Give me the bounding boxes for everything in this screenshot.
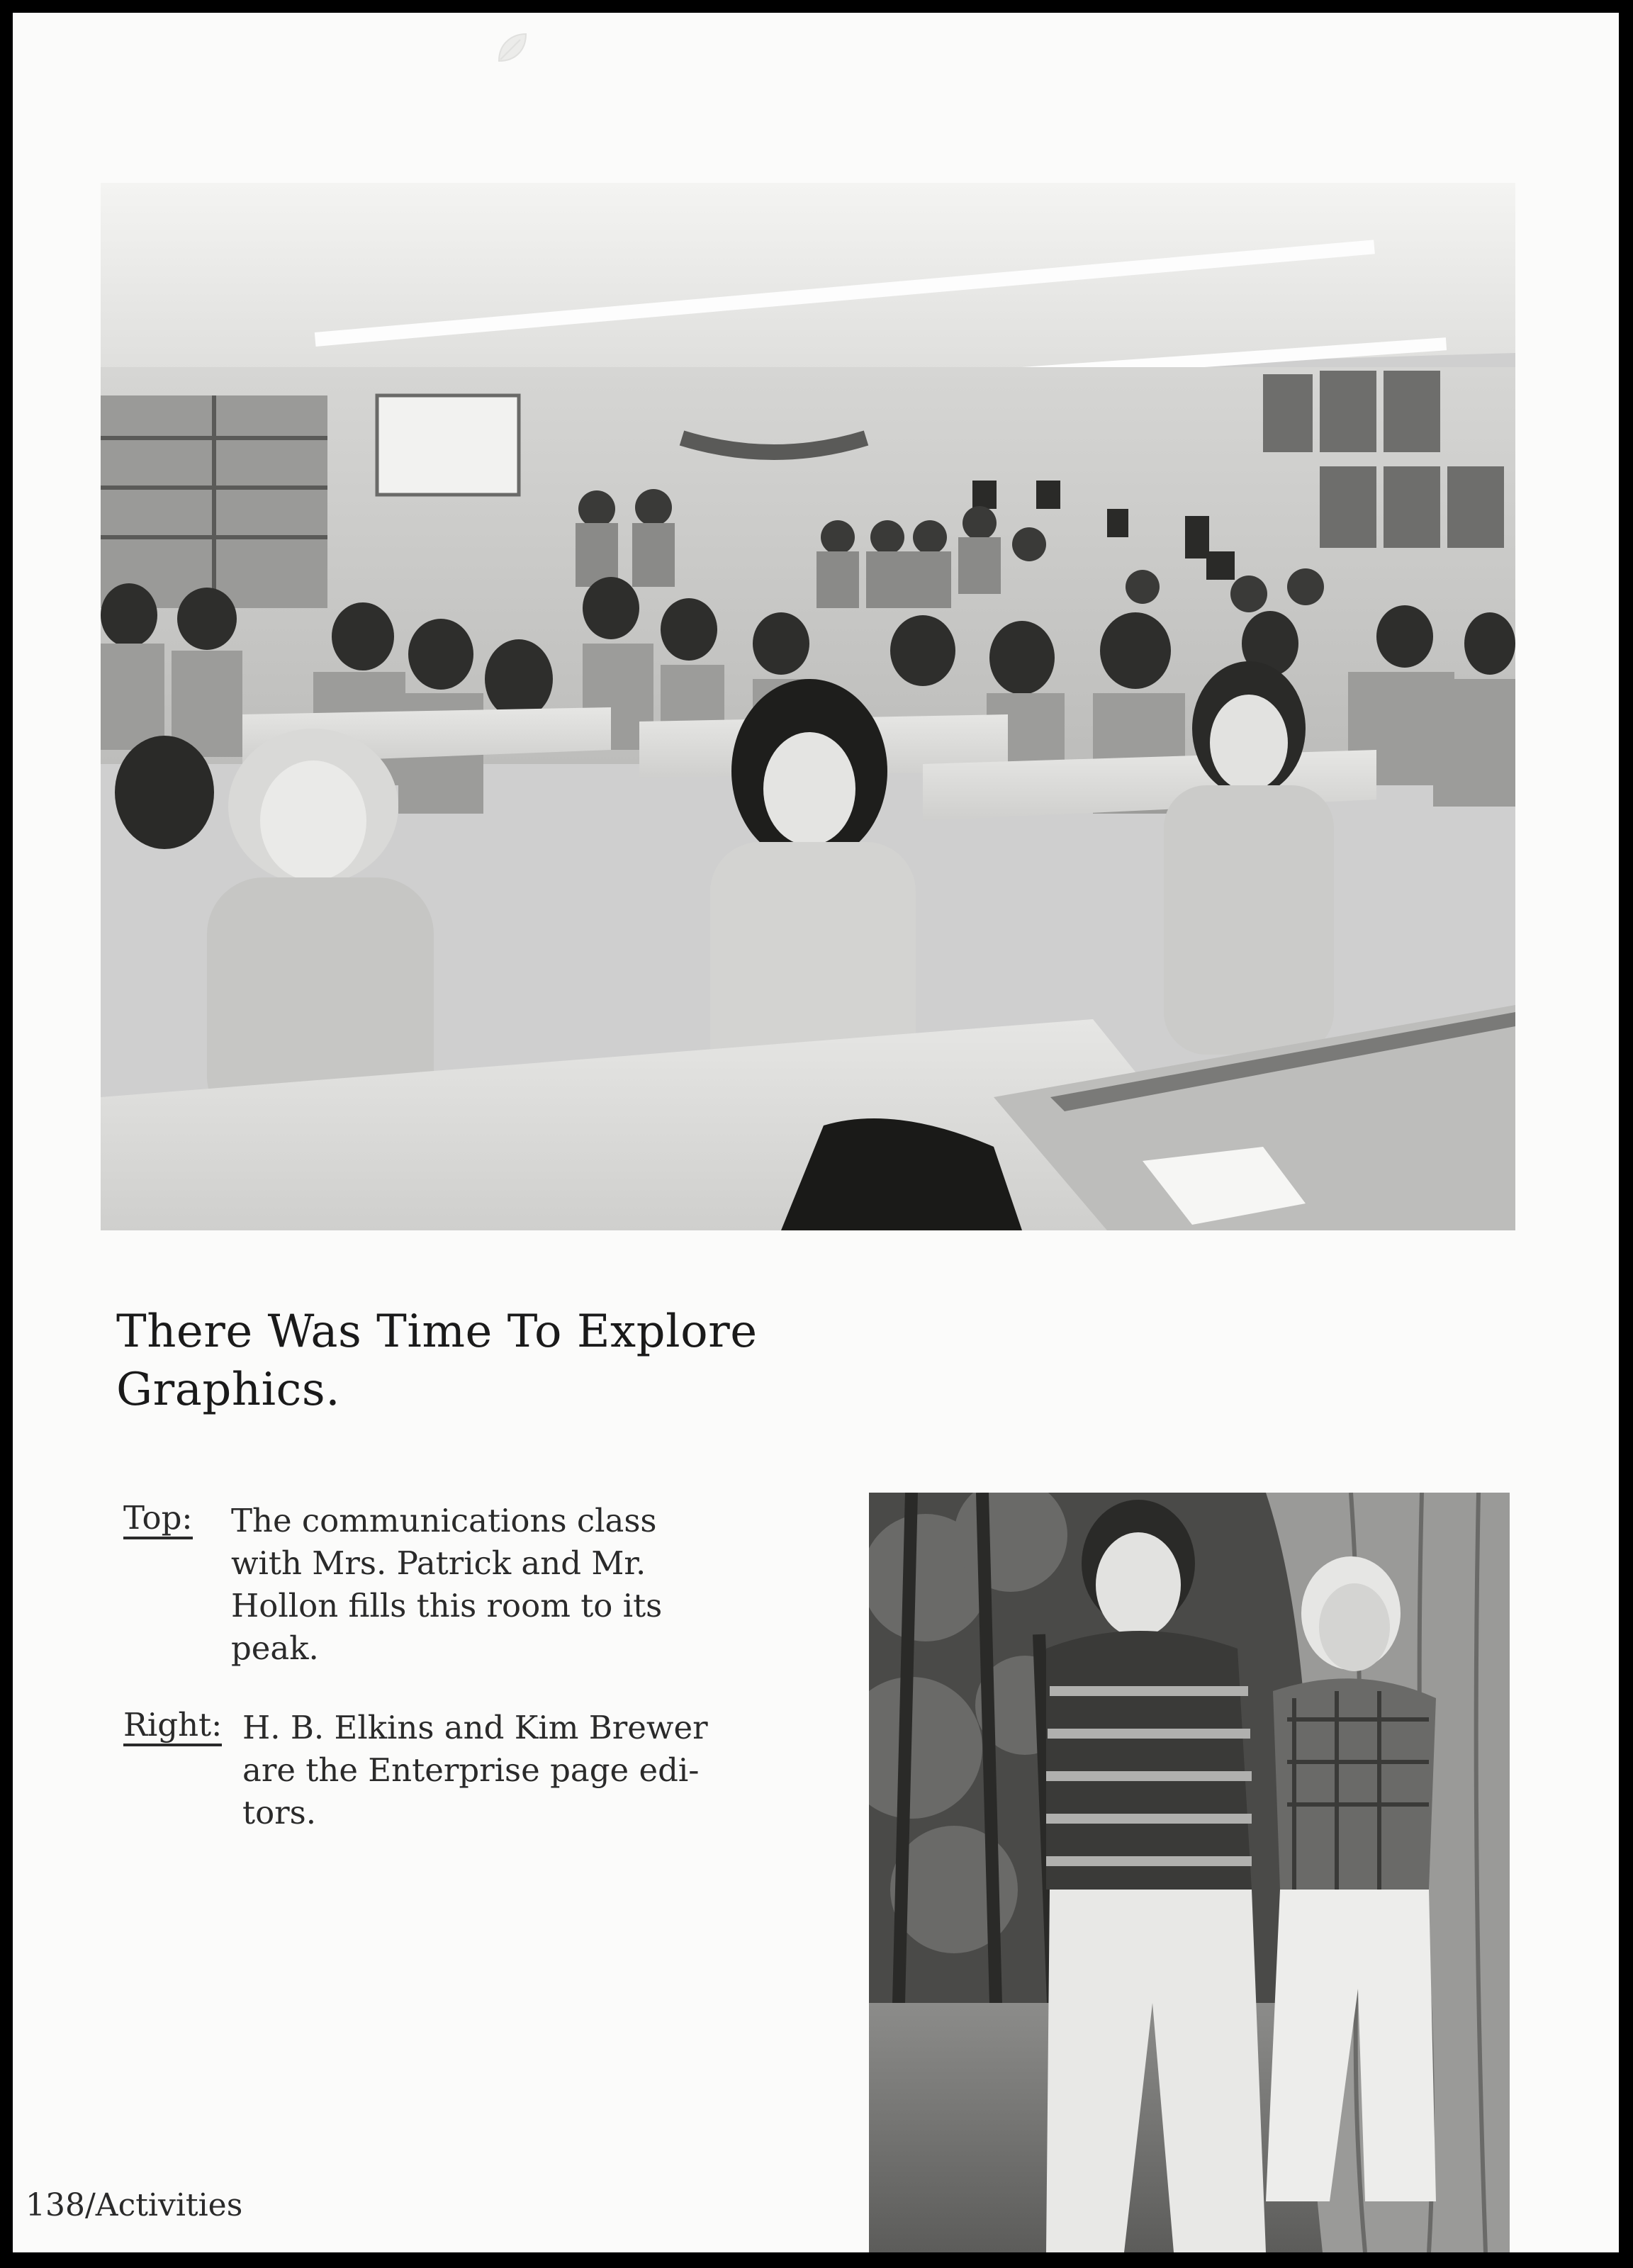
headline: [116, 1303, 758, 1419]
caption-top-text: The communications class with Mrs. Patrick and Mr. Hollon fills this room to its peak.: [231, 1502, 663, 1667]
outdoor-photo-drawing: [869, 1493, 1510, 2252]
classroom-group-photo: [101, 183, 1515, 1230]
classroom-photo-drawing: [101, 183, 1515, 1230]
caption-top-label: Top:: [123, 1500, 193, 1539]
yearbook-page: [13, 13, 1619, 2252]
two-students-by-tree-photo: [869, 1493, 1510, 2252]
headline-line-2: Graphics.: [116, 1364, 341, 1416]
caption-right-text: H. B. Elkins and Kim Brewer are the Enterprise page edi- tors.: [242, 1709, 708, 1831]
caption-right-label: Right:: [123, 1707, 222, 1746]
leaf-watermark-icon: [492, 28, 532, 68]
page-folio: 138/Activities: [26, 2187, 243, 2223]
headline-line-1: There Was Time To Explore: [116, 1306, 758, 1358]
